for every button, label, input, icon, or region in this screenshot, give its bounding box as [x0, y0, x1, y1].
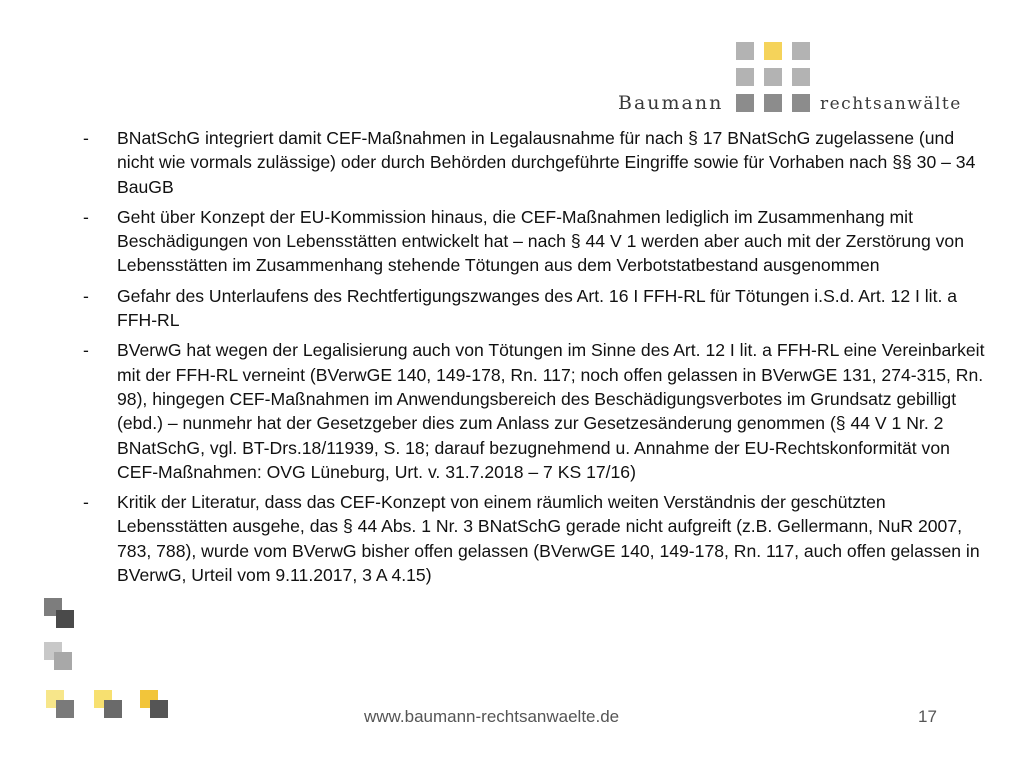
bullet-dash: - [83, 206, 89, 227]
bullet-text: BNatSchG integriert damit CEF-Maßnahmen in Legalausnahme für nach § 17 BNatSchG zugelassene (und nicht wie vormals zulässige) oder durch Behörden durchgeführte Eingriffe sowie für Vorhaben nach §§ 30 – 34 BauGB [117, 128, 976, 197]
bullet-text: BVerwG hat wegen der Legalisierung auch von Tötungen im Sinne des Art. 12 I lit. a FFH-RL eine Vereinbarkeit mit der FFH-RL verneint (BVerwGE 140, 149-178, Rn. 117; noch offen gelassen in BVerwGE 131, 274-315, Rn. 98), hingegen CEF-Maßnahmen im Anwendungsbereich des Beschädigungsverbotes im Grundsatz gebilligt (ebd.) – nunmehr hat der Gesetzgeber dies zum Anlass zur Gesetzesänderung genommen (§ 44 V 1 Nr. 2 BNatSchG, vgl. BT-Drs.18/11939, S. 18; darauf bezugnehmend u. Annahme der EU-Rechtskonformität von CEF-Maßnahmen: OVG Lüneburg, Urt. v. 31.7.2018 – 7 KS 17/16) [117, 340, 985, 482]
bullet-list [80, 126, 990, 593]
bullet-dash: - [83, 128, 89, 148]
list-item [80, 126, 990, 199]
decor-square [56, 610, 74, 628]
list-item [80, 338, 990, 484]
bullet-text: Kritik der Literatur, dass das CEF-Konzept von einem räumlich weiten Verständnis der geschützten Lebensstätten ausgehe, das § 44 Abs. 1 Nr. 3 BNatSchG gerade nicht aufgreift (z.B. Gellermann, NuR 2007, 783, 788), wurde vom BVerwG bisher offen gelassen (BVerwGE 140, 149-178, Rn. 117, auch offen gelassen in BVerwG, Urteil vom 9.11.2017, 3 A 4.15) [117, 492, 980, 586]
logo-square [764, 68, 782, 86]
logo-square [736, 42, 754, 60]
brand-left: Baumann [618, 92, 724, 114]
footer-url[interactable]: www.baumann-rechtsanwaelte.de [364, 707, 620, 726]
bullet-dash: - [83, 285, 89, 306]
bullet-dash: - [83, 340, 89, 361]
bullet-text: Gefahr des Unterlaufens des Rechtfertigungszwanges des Art. 16 I FFH-RL für Tötungen i.S.d. Art. 12 I lit. a FFH-RL [117, 285, 958, 331]
bullet-text: Geht über Konzept der EU-Kommission hinaus, die CEF-Maßnahmen lediglich im Zusammenhang mit Beschädigungen von Lebensstätten entwickelt hat – nach § 44 V 1 werden aber auch mit der Zerstörung von Lebensstätten im Zusammenhang stehende Tötungen aus dem Verbotstatbestand ausgenommen [117, 206, 964, 276]
logo-square [792, 42, 810, 60]
list-item [80, 490, 990, 587]
list-item [80, 284, 990, 333]
decor-square [104, 700, 122, 718]
decor-square [56, 700, 74, 718]
bullet-dash: - [83, 492, 89, 513]
logo-square-yellow [764, 42, 782, 60]
brand-right: rechtsanwälte [820, 94, 962, 114]
logo-square [792, 68, 810, 86]
decor-square [150, 700, 168, 718]
logo-square [792, 94, 810, 112]
list-item [80, 205, 990, 278]
logo-square [736, 94, 754, 112]
logo-square [736, 68, 754, 86]
decor-square [54, 652, 72, 670]
page-number: 17 [918, 707, 937, 726]
logo-square [764, 94, 782, 112]
